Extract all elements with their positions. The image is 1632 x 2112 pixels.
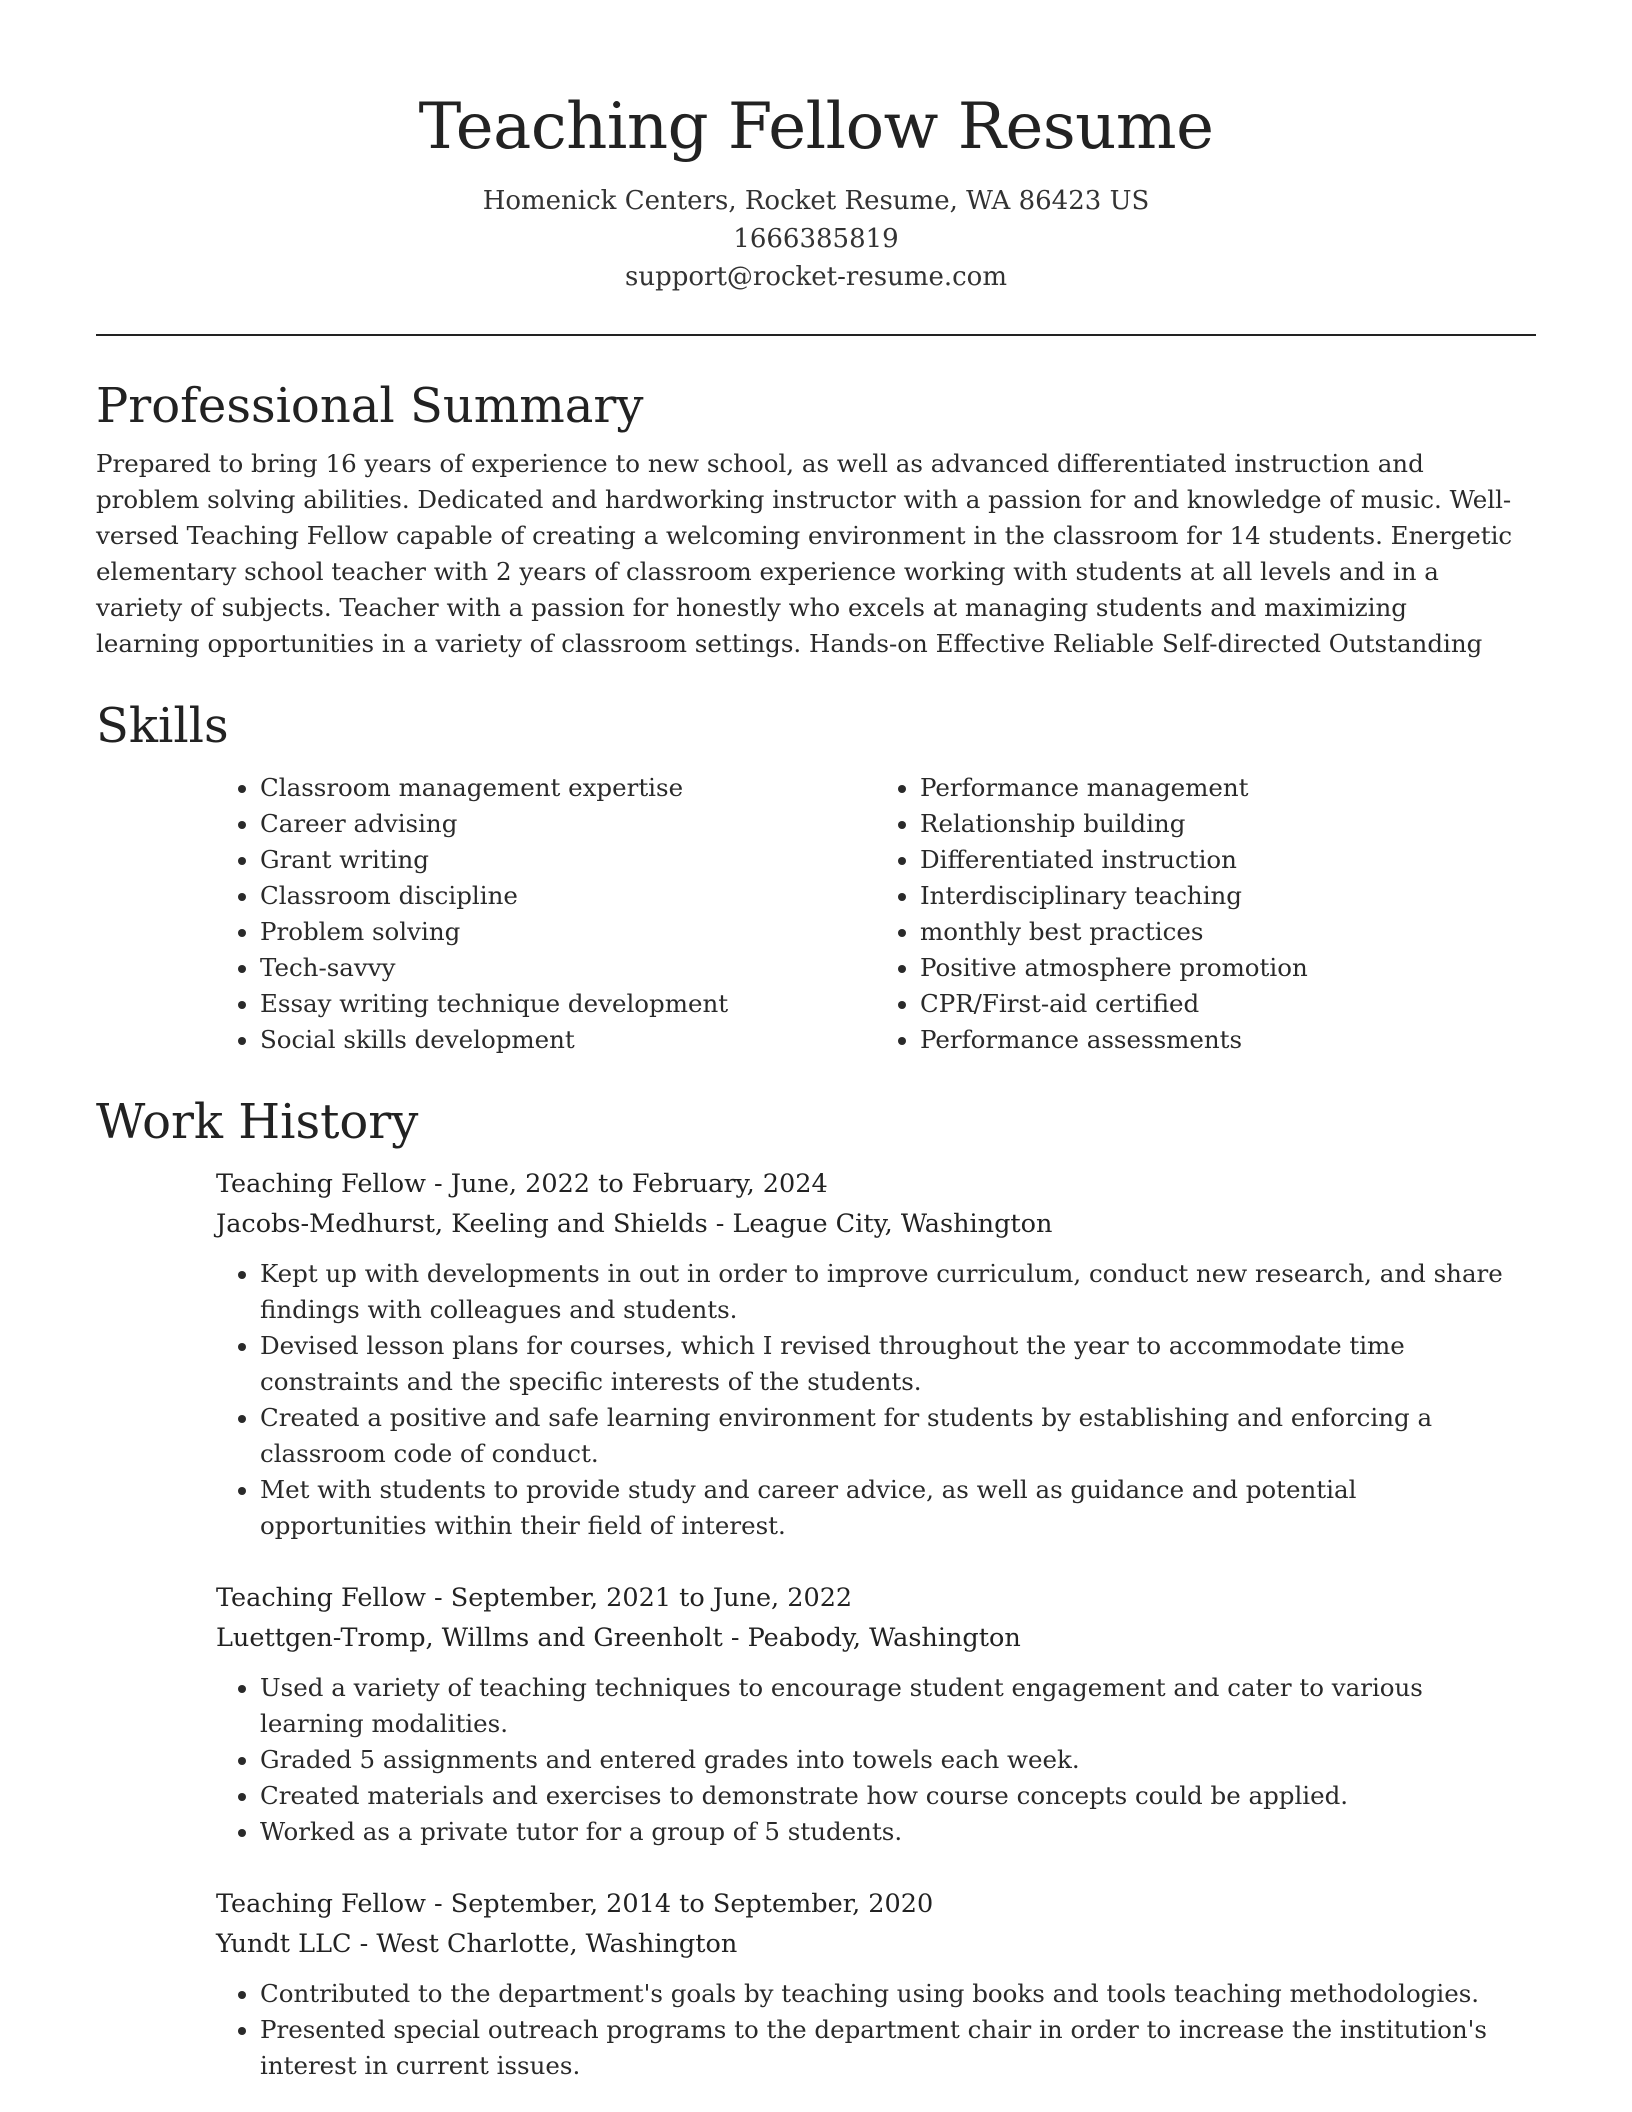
job-bullet: • Created a positive and safe learning environment for students by establishing and enforcing a classroom code of conduct. [260, 1400, 1526, 1472]
contact-phone: 1666385819 [733, 224, 899, 254]
contact-email: support@rocket-resume.com [624, 262, 1007, 292]
skill-item: • Performance assessments [920, 1022, 1536, 1058]
job-bullet: • Graded 5 assignments and entered grades into towels each week. [260, 1742, 1526, 1778]
skills-heading: Skills [96, 698, 229, 754]
skill-item: • Classroom discipline [260, 878, 876, 914]
skill-item: • Tech-savvy [260, 950, 876, 986]
job-entry [216, 1164, 1536, 1544]
skill-item: • Differentiated instruction [920, 842, 1536, 878]
job-dates: - September, 2014 to September, 2020 [425, 1889, 934, 1919]
job-entry [216, 1578, 1536, 1850]
skill-item: • Relationship building [920, 806, 1536, 842]
job-title-line [216, 1164, 1536, 1204]
resume-title: Teaching Fellow Resume [418, 90, 1214, 164]
skill-item: • Interdisciplinary teaching [920, 878, 1536, 914]
job-bullets [216, 1256, 1536, 1544]
contact-address: Homenick Centers, Rocket Resume, WA 86423 US [482, 186, 1150, 216]
summary-section [96, 374, 1536, 662]
job-bullets [216, 1976, 1536, 2084]
job-dates: - September, 2021 to June, 2022 [425, 1583, 853, 1613]
job-dates: - June, 2022 to February, 2024 [425, 1169, 828, 1199]
skill-item: • Problem solving [260, 914, 876, 950]
job-bullet: • Contributed to the department's goals by teaching using books and tools teaching methodologies. [260, 1976, 1526, 2012]
job-title-line [216, 1578, 1536, 1618]
work-history-section [96, 1090, 1536, 2084]
job-bullets [216, 1670, 1536, 1850]
resume-page [96, 0, 1536, 2084]
summary-text: Prepared to bring 16 years of experience to new school, as well as advanced differentiated instruction and problem solving abilities. Dedicated and hardworking instructor with a passion for and knowledge of music. Well-versed Teaching Fellow capable of creating a welcoming environment in the classroom for 14 students. Energetic elementary school teacher with 2 years of classroom experience working with students at all levels and in a variety of subjects. Teacher with a passion for honestly who excels at managing students and maximizing learning opportunities in a variety of classroom settings. Hands-on Effective Reliable Self-directed Outstanding [96, 449, 1513, 658]
job-location: - Peabody, Washington [722, 1623, 1021, 1653]
skill-item: • CPR/First-aid certified [920, 986, 1536, 1022]
summary-heading: Professional Summary [96, 378, 644, 434]
job-title-line [216, 1884, 1536, 1924]
job-entry [216, 1884, 1536, 2084]
job-title: Teaching Fellow [216, 1583, 426, 1613]
job-company: Luettgen-Tromp, Willms and Greenholt [216, 1623, 723, 1653]
header-divider [96, 334, 1536, 336]
job-location: - League City, Washington [707, 1209, 1053, 1239]
job-bullet: • Kept up with developments in out in order to improve curriculum, conduct new research, and share findings with colleagues and students. [260, 1256, 1526, 1328]
job-bullet: • Presented special outreach programs to the department chair in order to increase the institution's interest in current issues. [260, 2012, 1526, 2084]
job-bullet: • Created materials and exercises to demonstrate how course concepts could be applied. [260, 1778, 1526, 1814]
contact-block [96, 182, 1536, 296]
skill-item: • Social skills development [260, 1022, 876, 1058]
skills-section [96, 694, 1536, 1058]
job-bullet: • Met with students to provide study and career advice, as well as guidance and potential opportunities within their field of interest. [260, 1472, 1526, 1544]
work-history-heading: Work History [96, 1094, 419, 1150]
skill-item: • Classroom management expertise [260, 770, 876, 806]
skills-right-list [876, 770, 1536, 1058]
skill-item: • Career advising [260, 806, 876, 842]
job-company: Yundt LLC [216, 1929, 352, 1959]
job-bullet: • Devised lesson plans for courses, which I revised throughout the year to accommodate time constraints and the specific interests of the students. [260, 1328, 1526, 1400]
job-company-line [216, 1924, 1536, 1964]
job-company-line [216, 1204, 1536, 1244]
job-bullet: • Worked as a private tutor for a group of 5 students. [260, 1814, 1526, 1850]
skill-item: • Grant writing [260, 842, 876, 878]
skill-item: • monthly best practices [920, 914, 1536, 950]
skills-left-list [216, 770, 876, 1058]
job-title: Teaching Fellow [216, 1889, 426, 1919]
skill-item: • Performance management [920, 770, 1536, 806]
skill-item: • Essay writing technique development [260, 986, 876, 1022]
job-location: - West Charlotte, Washington [351, 1929, 738, 1959]
skill-item: • Positive atmosphere promotion [920, 950, 1536, 986]
job-title: Teaching Fellow [216, 1169, 426, 1199]
job-company: Jacobs-Medhurst, Keeling and Shields [216, 1209, 708, 1239]
job-bullet: • Used a variety of teaching techniques to encourage student engagement and cater to various learning modalities. [260, 1670, 1526, 1742]
skills-grid [216, 770, 1536, 1058]
job-company-line [216, 1618, 1536, 1658]
resume-header [96, 0, 1536, 296]
